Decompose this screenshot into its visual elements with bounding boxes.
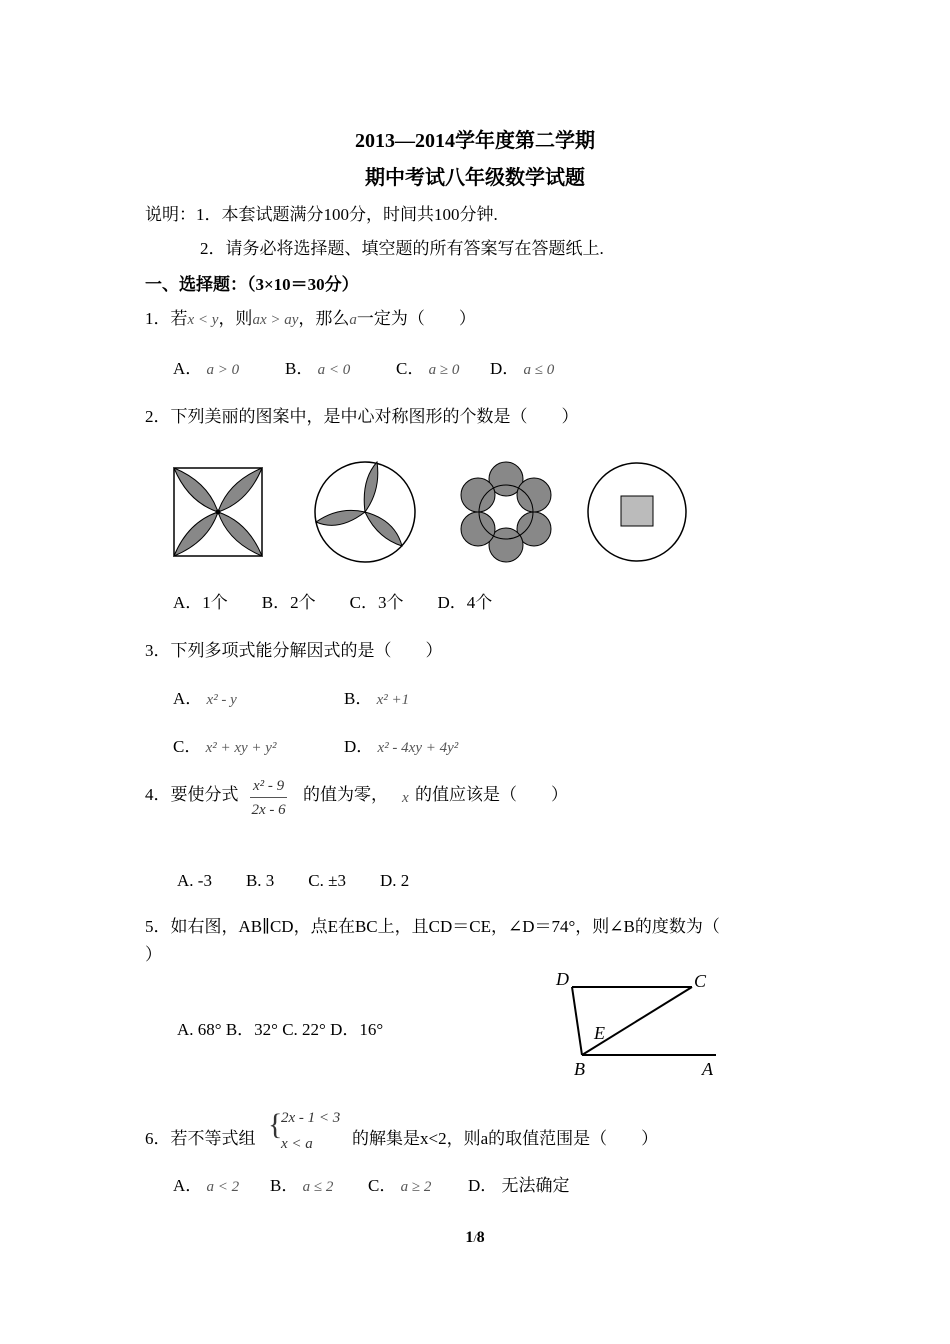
figure-coin (588, 463, 686, 561)
q1-option-c: C． a ≥ 0 (396, 359, 460, 378)
q1-mid1: ，则 (218, 309, 253, 328)
q1-option-b: B． a < 0 (285, 359, 351, 378)
q4-mid: 的值为零， (303, 785, 388, 804)
question-5-cont: ） (145, 945, 162, 964)
q4-fraction (250, 777, 287, 819)
q4-var: x (402, 790, 409, 806)
q4-numerator: x² - 9 (253, 778, 285, 794)
segment-cb (582, 987, 692, 1055)
q1-post: 一定为（ ） (356, 309, 476, 328)
q6-brace: { (268, 1108, 283, 1141)
figure-six-circles (461, 462, 551, 562)
q3-option-d: D． x² - 4xy + 4y² (344, 737, 459, 756)
page-number: 1/8 (465, 1229, 485, 1246)
q2-figures (170, 462, 690, 562)
q4-pre: 4．要使分式 (145, 785, 239, 804)
q3-option-a: A． x² - y (173, 689, 237, 708)
q5-options: A. 68° B．32° C. 22° D．16° (177, 1020, 384, 1039)
q1-var: a (349, 312, 357, 328)
q6-post: 的解集是x<2，则a的取值范围是（ ） (352, 1129, 659, 1148)
q2-options: A．1个 B．2个 C．3个 D．4个 (173, 593, 493, 612)
figure-circle-three-blades (315, 462, 415, 562)
question-1 (145, 304, 476, 329)
figure-square-petals (174, 468, 262, 556)
q6-option-d: D． 无法确定 (468, 1176, 570, 1195)
q6-pre: 6．若不等式组 (145, 1129, 256, 1148)
question-3: 3．下列多项式能分解因式的是（ ） (145, 641, 443, 660)
label-b: B (574, 1059, 585, 1079)
title-line-2: 期中考试八年级数学试题 (365, 167, 585, 189)
label-d: D (556, 969, 569, 989)
label-a: A (702, 1059, 713, 1079)
title-line-1: 2013—2014学年度第二学期 (355, 130, 595, 152)
q3-option-b: B． x² +1 (344, 689, 410, 708)
question-2: 2．下列美丽的图案中，是中心对称图形的个数是（ ） (145, 407, 579, 426)
note-1: 说明：1．本套试题满分100分，时间共100分钟. (145, 205, 498, 224)
note-2: 2．请务必将选择题、填空题的所有答案写在答题纸上. (200, 239, 604, 258)
q4-denominator: 2x - 6 (251, 802, 286, 818)
label-c: C (694, 971, 707, 991)
q6-ineq-2: x < a (281, 1136, 313, 1152)
q5-figure (550, 965, 730, 1080)
q4-options: A. -3 B. 3 C. ±3 D. 2 (177, 871, 410, 890)
label-e: E (594, 1023, 605, 1043)
q4-post: 的值应该是（ ） (415, 785, 568, 804)
q1-pre: 1．若 (145, 309, 188, 328)
q1-option-a: A． a > 0 (173, 359, 240, 378)
q6-ineq-1: 2x - 1 < 3 (281, 1110, 341, 1126)
q1-cond2: ax > ay (252, 312, 299, 328)
q6-option-c: C． a ≥ 2 (368, 1176, 432, 1195)
q6-option-b: B． a ≤ 2 (270, 1176, 334, 1195)
q1-cond1: x < y (187, 312, 219, 328)
section-heading: 一、选择题：（3×10＝30分） (145, 275, 359, 294)
q6-option-a: A． a < 2 (173, 1176, 240, 1195)
question-5: 5．如右图，AB∥CD，点E在BC上，且CD＝CE，∠D＝74°，则∠B的度数为（ (145, 917, 720, 936)
segment-de (572, 987, 582, 1055)
q1-mid2: ，那么 (298, 309, 350, 328)
q3-option-c: C． x² + xy + y² (173, 737, 277, 756)
q1-option-d: D． a ≤ 0 (490, 359, 555, 378)
